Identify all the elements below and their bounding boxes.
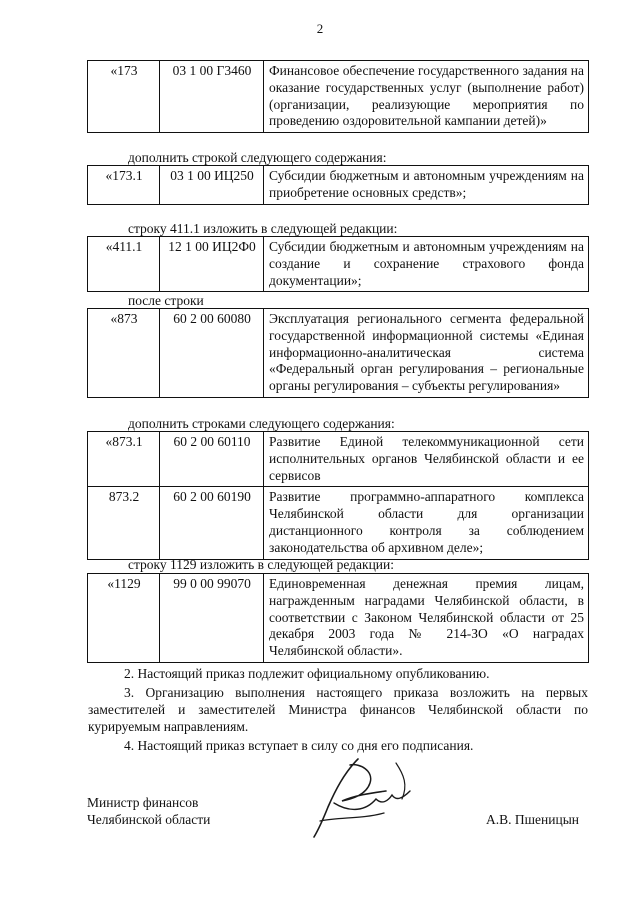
table-row-173-1 <box>87 165 589 205</box>
table-row <box>88 166 589 205</box>
page-number: 2 <box>316 21 324 36</box>
table-row-173 <box>87 60 589 133</box>
table-row-411-1 <box>87 236 589 292</box>
row-description: Эксплуатация регионального сегмента федеральной государственной информационной системы «Единая информационно-аналитическая система «Федеральный орган регулирования – региональные органы регулирования – субъекты регулирования» <box>264 309 589 398</box>
row-number: «411.1 <box>88 237 160 292</box>
row-code: 12 1 00 ИЦ2Ф0 <box>160 237 264 292</box>
table-rows-873-1-873-2 <box>87 431 589 560</box>
table-row <box>88 309 589 398</box>
instruction-add-row: дополнить строкой следующего содержания: <box>128 150 387 165</box>
row-code: 60 2 00 60110 <box>160 432 264 487</box>
row-description: Развитие программно-аппаратного комплекса Челябинской области для организации дистанционного контроля за соблюдением законодательства об архивном деле»; <box>264 487 589 559</box>
paragraph-3: 3. Организацию выполнения настоящего приказа возложить на первых заместителей и заместителей Министра финансов Челябинской области по курируемым направлениям. <box>88 685 588 734</box>
table-row-1129 <box>87 573 589 663</box>
row-description: Субсидии бюджетным и автономным учреждениям на приобретение основных средств»; <box>264 166 589 205</box>
row-code: 03 1 00 ИЦ250 <box>160 166 264 205</box>
row-code: 60 2 00 60190 <box>160 487 264 559</box>
row-number: «873 <box>88 309 160 398</box>
table-row <box>88 574 589 663</box>
row-description: Развитие Единой телекоммуникационной сети исполнительных органов Челябинской области и ее сервисов <box>264 432 589 487</box>
signatory-name: А.В. Пшеницын <box>486 812 579 827</box>
row-number: 873.2 <box>88 487 160 559</box>
table-row <box>88 61 589 133</box>
row-description: Субсидии бюджетным и автономным учреждениям на создание и сохранение страхового фонда документации»; <box>264 237 589 292</box>
signatory-position <box>87 794 210 828</box>
paragraph-4: 4. Настоящий приказ вступает в силу со дня его подписания. <box>124 738 474 753</box>
row-number: «173 <box>88 61 160 133</box>
table-row-873 <box>87 308 589 398</box>
row-number: «873.1 <box>88 432 160 487</box>
instruction-add-rows: дополнить строками следующего содержания: <box>128 416 395 431</box>
table-row <box>88 237 589 292</box>
row-code: 99 0 00 99070 <box>160 574 264 663</box>
row-description: Единовременная денежная премия лицам, награжденным наградами Челябинской области, в соответствии с Законом Челябинской области от 25 декабря 2003 года № 214-ЗО «О наградах Челябинской области». <box>264 574 589 663</box>
table-row <box>88 432 589 487</box>
row-number: «173.1 <box>88 166 160 205</box>
handwritten-signature <box>300 755 430 845</box>
row-code: 60 2 00 60080 <box>160 309 264 398</box>
instruction-after-row: после строки <box>128 293 204 308</box>
paragraph-2: 2. Настоящий приказ подлежит официальному опубликованию. <box>124 666 490 681</box>
signatory-position-line2: Челябинской области <box>87 812 211 827</box>
row-number: «1129 <box>88 574 160 663</box>
instruction-replace-1129: строку 1129 изложить в следующей редакции: <box>128 557 395 572</box>
table-row <box>88 487 589 559</box>
row-code: 03 1 00 Г3460 <box>160 61 264 133</box>
instruction-replace-411-1: строку 411.1 изложить в следующей редакции: <box>128 221 398 236</box>
signatory-position-line1: Министр финансов <box>87 795 199 810</box>
row-description: Финансовое обеспечение государственного задания на оказание государственных услуг (выполнение работ) (организации, реализующие мероприятия по проведению оздоровительной кампании детей)» <box>264 61 589 133</box>
